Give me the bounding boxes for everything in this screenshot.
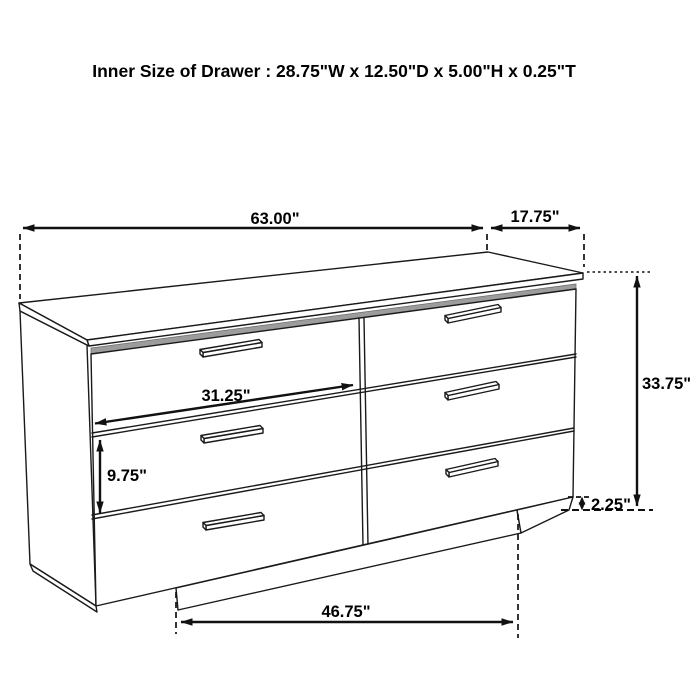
inner-drawer-size-caption: Inner Size of Drawer : 28.75"W x 12.50"D x 5.00"H x 0.25"T [92, 61, 576, 81]
dimension-top-depth [491, 208, 580, 228]
dimension-overall-width [23, 210, 483, 228]
dimension-label-overall-width: 63.00" [250, 210, 300, 228]
dimension-label-base-width: 46.75" [321, 603, 371, 621]
dimension-label-drawer-width: 31.25" [201, 387, 251, 405]
dimension-label-base-height: 2.25" [591, 496, 631, 514]
dimension-label-drawer-height: 9.75" [107, 467, 147, 485]
dimension-label-overall-height: 33.75" [642, 375, 692, 393]
dimension-overall-height [637, 276, 691, 506]
left-side-panel [20, 311, 96, 606]
dimension-base-width [181, 603, 513, 622]
dresser-drawing [19, 252, 583, 612]
dimension-label-top-depth: 17.75" [510, 208, 560, 226]
dimension-base-height [579, 496, 631, 514]
